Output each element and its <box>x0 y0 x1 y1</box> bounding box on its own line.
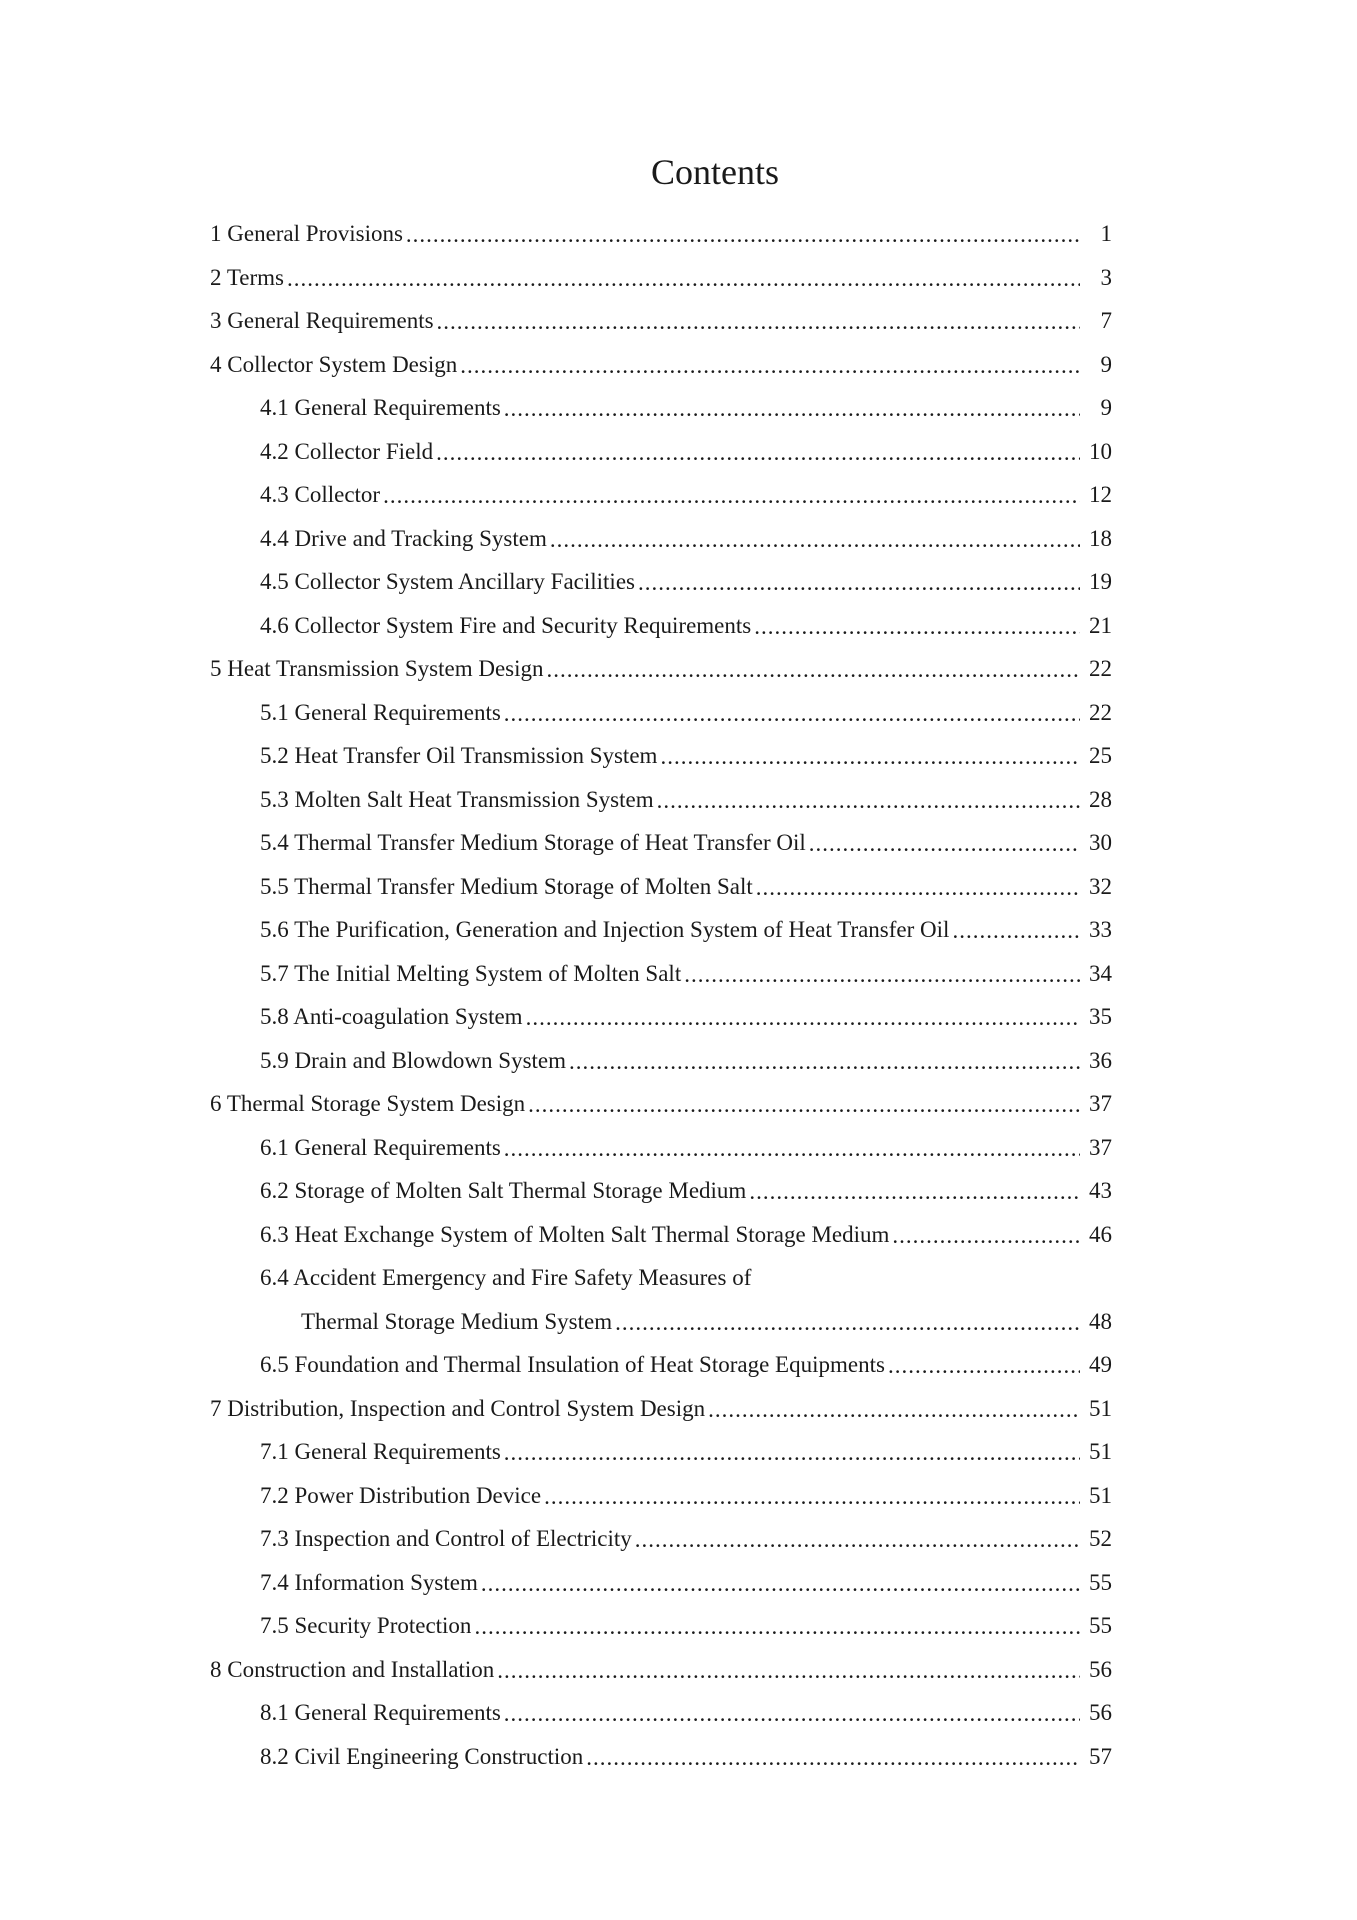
toc-entry[interactable] <box>210 386 1112 430</box>
toc-dot-leader <box>528 1093 1080 1116</box>
toc-dot-leader <box>684 963 1080 986</box>
toc-page-number: 12 <box>1089 482 1112 508</box>
toc-entry-label: 8 Construction and Installation <box>210 1656 495 1682</box>
toc-page-number: 51 <box>1089 1395 1112 1421</box>
toc-entry-label: 4 Collector System Design <box>210 351 458 377</box>
toc-entry[interactable] <box>210 212 1112 256</box>
toc-dot-leader <box>892 1224 1080 1247</box>
toc-page-number: 37 <box>1089 1134 1112 1160</box>
toc-page-number: 37 <box>1089 1091 1112 1117</box>
toc-dot-leader <box>754 615 1080 638</box>
toc-page-number: 56 <box>1089 1700 1112 1726</box>
toc-page-number: 51 <box>1089 1439 1112 1465</box>
toc-entry[interactable] <box>210 1735 1112 1779</box>
toc-page-number: 18 <box>1089 525 1112 551</box>
toc-entry-label: 5.7 The Initial Melting System of Molten Salt <box>260 960 682 986</box>
toc-entry-label: 5.1 General Requirements <box>260 699 501 725</box>
toc-entry[interactable] <box>210 430 1112 474</box>
toc-entry[interactable] <box>210 256 1112 300</box>
toc-page-number: 36 <box>1089 1047 1112 1073</box>
toc-dot-leader <box>504 1441 1080 1464</box>
toc-dot-leader <box>504 1702 1080 1725</box>
toc-page-number: 55 <box>1089 1569 1112 1595</box>
toc-dot-leader <box>657 789 1080 812</box>
toc-dot-leader <box>888 1354 1080 1377</box>
toc-entry-label: 5 Heat Transmission System Design <box>210 656 544 682</box>
toc-entry-label: 6.1 General Requirements <box>260 1134 501 1160</box>
toc-entry[interactable] <box>210 299 1112 343</box>
table-of-contents <box>210 212 1112 1778</box>
toc-entry[interactable] <box>210 952 1112 996</box>
toc-dot-leader <box>497 1659 1080 1682</box>
toc-dot-leader <box>550 528 1080 551</box>
toc-page-number: 56 <box>1089 1656 1112 1682</box>
toc-entry[interactable] <box>210 1517 1112 1561</box>
toc-dot-leader <box>615 1311 1080 1334</box>
toc-dot-leader <box>383 484 1080 507</box>
toc-entry[interactable] <box>210 1343 1112 1387</box>
toc-entry[interactable] <box>210 1387 1112 1431</box>
toc-page-number: 22 <box>1089 656 1112 682</box>
toc-entry-label: 4.6 Collector System Fire and Security Requirements <box>260 612 752 638</box>
toc-entry-label: 4.3 Collector <box>260 482 381 508</box>
toc-page-number: 10 <box>1089 438 1112 464</box>
toc-entry-label: 5.2 Heat Transfer Oil Transmission System <box>260 743 658 769</box>
toc-entry-label: 4.2 Collector Field <box>260 438 434 464</box>
toc-page-number: 57 <box>1089 1743 1112 1769</box>
toc-entry[interactable] <box>210 865 1112 909</box>
toc-page-number: 32 <box>1089 873 1112 899</box>
toc-entry-label: 7 Distribution, Inspection and Control System Design <box>210 1395 706 1421</box>
toc-entry[interactable] <box>210 1604 1112 1648</box>
toc-entry[interactable] <box>210 604 1112 648</box>
toc-entry[interactable] <box>210 995 1112 1039</box>
toc-page-number: 34 <box>1089 960 1112 986</box>
toc-dot-leader <box>436 441 1080 464</box>
toc-entry[interactable] <box>210 473 1112 517</box>
toc-dot-leader <box>544 1485 1080 1508</box>
toc-entry-label: 6.3 Heat Exchange System of Molten Salt Thermal Storage Medium <box>260 1221 890 1247</box>
toc-entry-label: 4.4 Drive and Tracking System <box>260 525 547 551</box>
toc-entry[interactable] <box>210 691 1112 735</box>
toc-dot-leader <box>504 397 1080 420</box>
toc-entry[interactable] <box>210 1126 1112 1170</box>
toc-entry-label: 7.3 Inspection and Control of Electricity <box>260 1526 632 1552</box>
toc-dot-leader <box>708 1398 1080 1421</box>
toc-entry[interactable] <box>210 517 1112 561</box>
toc-page-number: 55 <box>1089 1613 1112 1639</box>
toc-dot-leader <box>460 354 1080 377</box>
toc-entry[interactable] <box>210 1474 1112 1518</box>
toc-page-number: 19 <box>1089 569 1112 595</box>
toc-page-number: 46 <box>1089 1221 1112 1247</box>
toc-page-number: 30 <box>1089 830 1112 856</box>
toc-entry-label: 7.4 Information System <box>260 1569 478 1595</box>
toc-dot-leader <box>481 1572 1080 1595</box>
toc-page-number: 7 <box>1100 308 1112 334</box>
toc-entry-label: 8.2 Civil Engineering Construction <box>260 1743 584 1769</box>
toc-entry[interactable] <box>210 647 1112 691</box>
toc-entry[interactable] <box>210 734 1112 778</box>
toc-page-number: 33 <box>1089 917 1112 943</box>
toc-entry[interactable] <box>210 908 1112 952</box>
toc-dot-leader <box>437 310 1080 333</box>
toc-page-number: 9 <box>1100 351 1112 377</box>
toc-dot-leader <box>635 1528 1080 1551</box>
toc-entry-label: Thermal Storage Medium System <box>301 1308 613 1334</box>
toc-dot-leader <box>660 745 1080 768</box>
toc-page-number: 48 <box>1089 1308 1112 1334</box>
toc-dot-leader <box>526 1006 1080 1029</box>
toc-page-number: 51 <box>1089 1482 1112 1508</box>
toc-entry-label: 4.5 Collector System Ancillary Facilities <box>260 569 635 595</box>
toc-entry-label: 7.5 Security Protection <box>260 1613 472 1639</box>
toc-entry[interactable] <box>210 1082 1112 1126</box>
toc-entry[interactable] <box>210 778 1112 822</box>
toc-dot-leader <box>952 919 1080 942</box>
toc-dot-leader <box>809 832 1080 855</box>
toc-page-number: 52 <box>1089 1526 1112 1552</box>
toc-entry-label: 5.6 The Purification, Generation and Injection System of Heat Transfer Oil <box>260 917 950 943</box>
toc-dot-leader <box>474 1615 1080 1638</box>
toc-page-number: 21 <box>1089 612 1112 638</box>
toc-entry-label: 5.8 Anti-coagulation System <box>260 1004 523 1030</box>
toc-page-number: 25 <box>1089 743 1112 769</box>
toc-entry[interactable] <box>210 1039 1112 1083</box>
toc-entry[interactable] <box>210 1169 1112 1213</box>
toc-page-number: 9 <box>1100 395 1112 421</box>
toc-entry-label: 1 General Provisions <box>210 221 403 247</box>
toc-entry-label: 6 Thermal Storage System Design <box>210 1091 526 1117</box>
toc-entry-label: 5.3 Molten Salt Heat Transmission System <box>260 786 654 812</box>
toc-entry[interactable] <box>210 1691 1112 1735</box>
toc-page-number: 43 <box>1089 1178 1112 1204</box>
toc-entry-label: 6.5 Foundation and Thermal Insulation of Heat Storage Equipments <box>260 1352 885 1378</box>
toc-page-number: 49 <box>1089 1352 1112 1378</box>
toc-page-number: 35 <box>1089 1004 1112 1030</box>
toc-dot-leader <box>547 658 1080 681</box>
toc-entry[interactable] <box>210 1561 1112 1605</box>
toc-entry[interactable] <box>210 1256 1112 1300</box>
toc-dot-leader <box>749 1180 1080 1203</box>
page-title: Contents <box>650 152 779 192</box>
toc-entry-label: 6.2 Storage of Molten Salt Thermal Storage Medium <box>260 1178 747 1204</box>
toc-dot-leader <box>504 1137 1080 1160</box>
toc-entry-label: 6.4 Accident Emergency and Fire Safety Measures of <box>260 1265 752 1291</box>
toc-entry-label: 3 General Requirements <box>210 308 434 334</box>
toc-entry[interactable] <box>210 343 1112 387</box>
toc-entry-label: 2 Terms <box>210 264 284 290</box>
toc-dot-leader <box>756 876 1080 899</box>
toc-entry[interactable] <box>210 1300 1112 1344</box>
toc-page-number: 28 <box>1089 786 1112 812</box>
toc-entry[interactable] <box>210 821 1112 865</box>
toc-entry[interactable] <box>210 1430 1112 1474</box>
toc-entry[interactable] <box>210 560 1112 604</box>
toc-dot-leader <box>638 571 1080 594</box>
toc-dot-leader <box>406 223 1080 246</box>
toc-entry-label: 5.5 Thermal Transfer Medium Storage of Molten Salt <box>260 873 753 899</box>
toc-page-number: 22 <box>1089 699 1112 725</box>
toc-entry-label: 7.1 General Requirements <box>260 1439 501 1465</box>
toc-dot-leader <box>287 267 1080 290</box>
toc-entry-label: 5.4 Thermal Transfer Medium Storage of Heat Transfer Oil <box>260 830 806 856</box>
toc-entry-label: 5.9 Drain and Blowdown System <box>260 1047 567 1073</box>
toc-dot-leader <box>586 1746 1080 1769</box>
toc-dot-leader <box>569 1050 1080 1073</box>
toc-dot-leader <box>504 702 1080 725</box>
toc-entry-label: 7.2 Power Distribution Device <box>260 1482 542 1508</box>
toc-entry-label: 4.1 General Requirements <box>260 395 501 421</box>
toc-entry-label: 8.1 General Requirements <box>260 1700 501 1726</box>
toc-entry[interactable] <box>210 1648 1112 1692</box>
toc-page-number: 1 <box>1100 221 1112 247</box>
toc-entry[interactable] <box>210 1213 1112 1257</box>
toc-page-number: 3 <box>1100 264 1112 290</box>
